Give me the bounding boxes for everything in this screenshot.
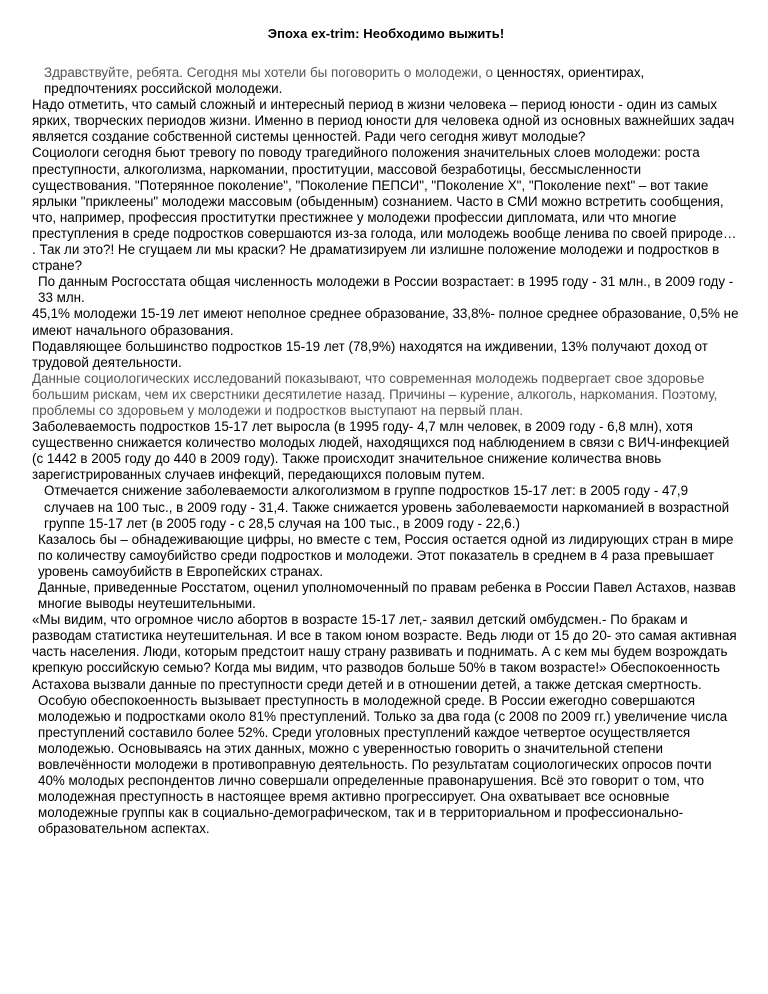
paragraph-1-lead: Здравствуйте, ребята. Сегодня мы хотели бы поговорить о молодежи, о xyxy=(44,65,497,80)
paragraph-1 xyxy=(32,65,740,97)
document-body xyxy=(32,65,740,838)
paragraph-2: Надо отметить, что самый сложный и интересный период в жизни человека – период юности - один из самых ярких, творческих периодов жизни. Именно в период юности для человека одной из основных важнейших задач является создание собственной системы ценностей. Ради чего сегодня живут молодые? xyxy=(32,97,735,145)
paragraph-10: Казалось бы – обнадеживающие цифры, но вместе с тем, Россия остается одной из лидирующих стран в мире по количеству самоубийство среди подростков и молодежи. Этот показатель в среднем в 4 раза превышает уровень самоубийств в Европейских странах. xyxy=(38,531,734,579)
paragraph-6: Подавляющее большинство подростков 15-19 лет (78,9%) находятся на иждивении, 13% получают доход от трудовой деятельности. xyxy=(32,338,708,370)
paragraph-5: 45,1% молодежи 15-19 лет имеют неполное среднее образование, 33,8%- полное среднее образование, 0,5% не имеют начального образования. xyxy=(32,306,739,338)
paragraph-12: «Мы видим, что огромное число абортов в возрасте 15-17 лет,- заявил детский омбудсмен.- По бракам и разводам статистика неутешительная. И все в таком юном возрасте. Ведь люди от 15 до 20- это самая активная часть населения. Люди, которым предстоит нашу страну развивать и поднимать. А с кем мы будем возрождать крепкую российскую семью? Когда мы видим, что разводов больше 50% в таком возрасте!» Обеспокоенность Астахова вызвали данные по преступности среди детей и в отношении детей, а также детская смертность. xyxy=(32,612,737,692)
paragraph-11: Данные, приведенные Росстатом, оценил уполномоченный по правам ребенка в России Павел Астахов, назвав многие выводы неутешительными. xyxy=(38,580,736,612)
paragraph-13: Особую обеспокоенность вызывает преступность в молодежной среде. В России ежегодно совершаются молодежью и подростками около 81% преступлений. Только за два года (с 2008 по 2009 гг.) увеличение числа преступлений составило более 52%. Среди уголовных преступлений каждое четвертое осуществляется молодежью. Основываясь на этих данных, можно с уверенностью говорить о значительной степени вовлечённости молодежи в противоправную деятельность. По результатам социологических опросов почти 40% молодых респондентов лично совершали определенные правонарушения. Всё это говорит о том, что молодежная преступность в настоящее время активно прогрессирует. Она охватывает все основные молодежные группы как в социально-демографическом, так и в территориальном и профессионально-образовательном аспектах. xyxy=(38,692,728,837)
paragraph-8: Заболеваемость подростков 15-17 лет выросла (в 1995 году- 4,7 млн человек, в 2009 году - 6,8 млн), хотя существенно снижается количество молодых людей, находящихся под наблюдением в связи с ВИЧ-инфекцией (с 1442 в 2005 году до 440 в 2009 году). Также происходит значительное снижение количества вновь зарегистрированных случаев инфекций, передающихся половым путем. xyxy=(32,419,730,483)
paragraph-7: Данные социологических исследований показывают, что современная молодежь подвергает свое здоровье большим рискам, чем их сверстники десятилетие назад. Причины – курение, алкоголь, наркомания. Поэтому, проблемы со здоровьем у молодежи и подростков выступают на первый план. xyxy=(32,370,718,418)
paragraph-4: По данным Росгосстата общая численность молодежи в России возрастает: в 1995 году - 31 млн., в 2009 году - 33 млн. xyxy=(38,274,734,306)
paragraph-9: Отмечается снижение заболеваемости алкоголизмом в группе подростков 15-17 лет: в 2005 году - 47,9 случаев на 100 тыс., в 2009 году - 31,4. Также снижается уровень заболеваемости наркоманией в возрастной группе 15-17 лет (в 2005 году - с 28,5 случая на 100 тыс., в 2009 году - 22,6.) xyxy=(44,483,730,531)
paragraph-3: Социологи сегодня бьют тревогу по поводу трагедийного положения значительных слоев молодежи: роста преступности, алкоголизма, наркомании, проституции, массовой безработицы, бессмысленности существования. "Потерянное поколение", "Поколение ПЕПСИ", "Поколение Х", "Поколение next" – вот такие ярлыки "приклеены" молодежи массовым (обыденным) сознанием. Часто в СМИ можно встретить сообщения, что, например, профессия проститутки престижнее у молодежи профессии дипломата, или что многие преступления в среде подростков совершаются из-за голода, или молодежь вообще ленива по своей природе… . Так ли это?! Не сгущаем ли мы краски? Не драматизируем ли излишне положение молодежи и подростков в стране? xyxy=(32,145,737,274)
paragraph-1-tail: ценностях, ориентирах, предпочтениях российской молодежи. xyxy=(44,65,645,97)
document-title: Эпоха ex-trim: Необходимо выжить! xyxy=(267,26,505,41)
